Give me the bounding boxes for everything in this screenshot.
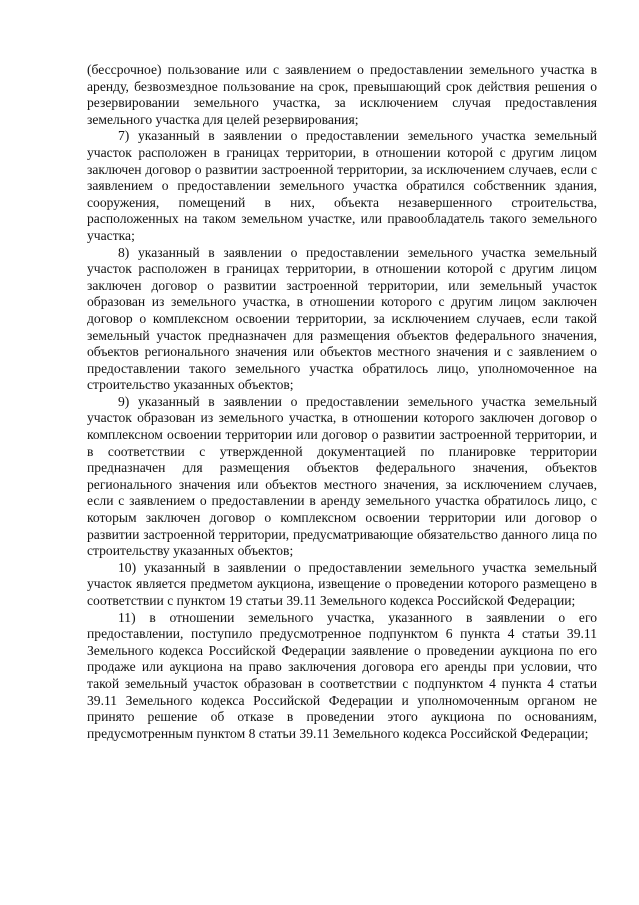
paragraph-item-9: 9) указанный в заявлении о предоставлении земельного участка земельный участок образован из земельного участка, в отношении которого заключен договор о комплексном освоении территории или договор о развитии застроенной территории, и в соответствии с утвержденной документацией по планировке территории предназначен для размещения объектов федерального значения, объектов регионального значения или объектов местного значения, за исключением случаев, если с заявлением о предоставлении в аренду земельного участка обратилось лицо, с которым заключен договор о комплексном освоении территории или договор о развитии застроенной территории, предусматривающие обязательство данного лица по строительству указанных объектов; [87, 393, 597, 559]
paragraph-continuation: (бессрочное) пользование или с заявлением о предоставлении земельного участка в аренду, безвозмездное пользование на срок, превышающий срок действия решения о резервировании земельного участка, за исключением случая предоставления земельного участка для целей резервирования; [87, 62, 597, 127]
paragraph-item-10: 10) указанный в заявлении о предоставлении земельного участка земельный участок является предметом аукциона, извещение о проведении которого размещено в соответствии с пунктом 19 статьи 39.11 Земельного кодекса Российской Федерации; [87, 559, 597, 608]
paragraph-item-11: 11) в отношении земельного участка, указанного в заявлении о его предоставлении, поступило предусмотренное подпунктом 6 пункта 4 статьи 39.11 Земельного кодекса Российской Федерации заявление о проведении аукциона по его продаже или аукциона на право заключения договора его аренды при условии, что такой земельный участок образован в соответствии с подпунктом 4 пункта 4 статьи 39.11 Земельного кодекса Российской Федерации и уполномоченным органом не принято решение об отказе в проведении этого аукциона по основаниям, предусмотренным пунктом 8 статьи 39.11 Земельного кодекса Российской Федерации; [87, 609, 597, 741]
document-body [87, 62, 597, 742]
paragraph-item-8: 8) указанный в заявлении о предоставлении земельного участка земельный участок расположен в границах территории, в отношении которой с другим лицом заключен договор о развитии застроенной территории, или земельный участок образован из земельного участка, в отношении которого с другим лицом заключен договор о комплексном освоении территории, за исключением случаев, если такой земельный участок предназначен для размещения объектов федерального значения, объектов регионального значения или объектов местного значения и с заявлением о предоставлении такого земельного участка обратилось лицо, уполномоченное на строительство указанных объектов; [87, 244, 597, 393]
paragraph-item-7: 7) указанный в заявлении о предоставлении земельного участка земельный участок расположен в границах территории, в отношении которой с другим лицом заключен договор о развитии застроенной территории, за исключением случаев, если с заявлением о предоставлении земельного участка обратился собственник здания, сооружения, помещений в них, объекта незавершенного строительства, расположенных на таком земельном участке, или правообладатель такого земельного участка; [87, 128, 597, 243]
